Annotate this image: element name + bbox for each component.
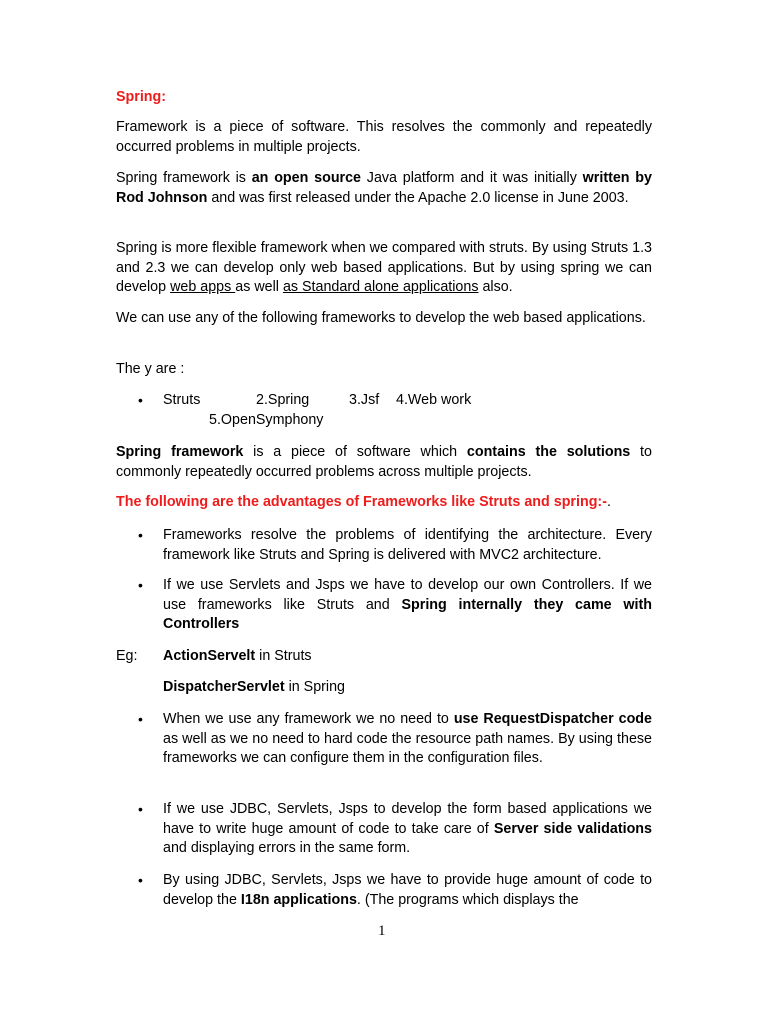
bullet-dot: • <box>138 392 143 408</box>
bullet-dot: • <box>138 872 143 888</box>
framework-spring: 2.Spring <box>256 392 310 408</box>
page-number: 1 <box>378 923 386 939</box>
advantages-heading: The following are the advantages of Frameworks like Struts and spring:-. <box>116 494 611 510</box>
framework-jsf: 3.Jsf <box>349 392 380 408</box>
paragraph-they-are: The y are : <box>116 361 185 377</box>
framework-opensymphony: 5.OpenSymphony <box>209 412 324 428</box>
framework-webwork: 4.Web work <box>396 392 472 408</box>
paragraph-framework-definition: Framework is a piece of software. This resolves the commonly and repeatedly occurred problems in multiple projects. <box>116 119 652 155</box>
bullet-dot: • <box>138 801 143 817</box>
advantage-request-dispatcher: When we use any framework we no need to use RequestDispatcher code as well as we no need to hard code the resource path names. By using these frameworks we can configure them in the configuration files. <box>163 711 652 766</box>
bullet-dot: • <box>138 527 143 543</box>
paragraph-spring-flexibility: Spring is more flexible framework when we compared with struts. By using Struts 1.3 and 2.3 we can develop only web based applications. But by using spring we can develop web apps as well as Standard alone applications also. <box>116 240 652 295</box>
bullet-dot: • <box>138 711 143 727</box>
framework-struts: Struts <box>163 392 201 408</box>
advantage-architecture: Frameworks resolve the problems of identifying the architecture. Every framework like Struts and Spring is delivered with MVC2 architecture. <box>163 527 652 563</box>
bullet-dot: • <box>138 577 143 593</box>
section-heading-spring: Spring: <box>116 89 167 105</box>
paragraph-spring-framework-definition: Spring framework is a piece of software which contains the solutions to commonly repeatedly occurred problems across multiple projects. <box>116 444 652 480</box>
advantage-validations: If we use JDBC, Servlets, Jsps to develop the form based applications we have to write huge amount of code to take care of Server side validations and displaying errors in the same form. <box>163 801 652 856</box>
paragraph-frameworks-intro: We can use any of the following frameworks to develop the web based applications. <box>116 310 646 326</box>
paragraph-spring-origin: Spring framework is an open source Java platform and it was initially written by Rod Johnson and was first released under the Apache 2.0 license in June 2003. <box>116 170 652 206</box>
example-label: Eg: <box>116 648 138 664</box>
example-actionservlet: ActionServelt in Struts <box>163 648 312 664</box>
example-dispatcherservlet: DispatcherServlet in Spring <box>163 679 345 695</box>
advantage-i18n: By using JDBC, Servlets, Jsps we have to provide huge amount of code to develop the I18n applications. (The programs which displays the <box>163 872 652 908</box>
advantage-controllers: If we use Servlets and Jsps we have to develop our own Controllers. If we use frameworks like Struts and Spring internally they came with Controllers <box>163 577 652 632</box>
